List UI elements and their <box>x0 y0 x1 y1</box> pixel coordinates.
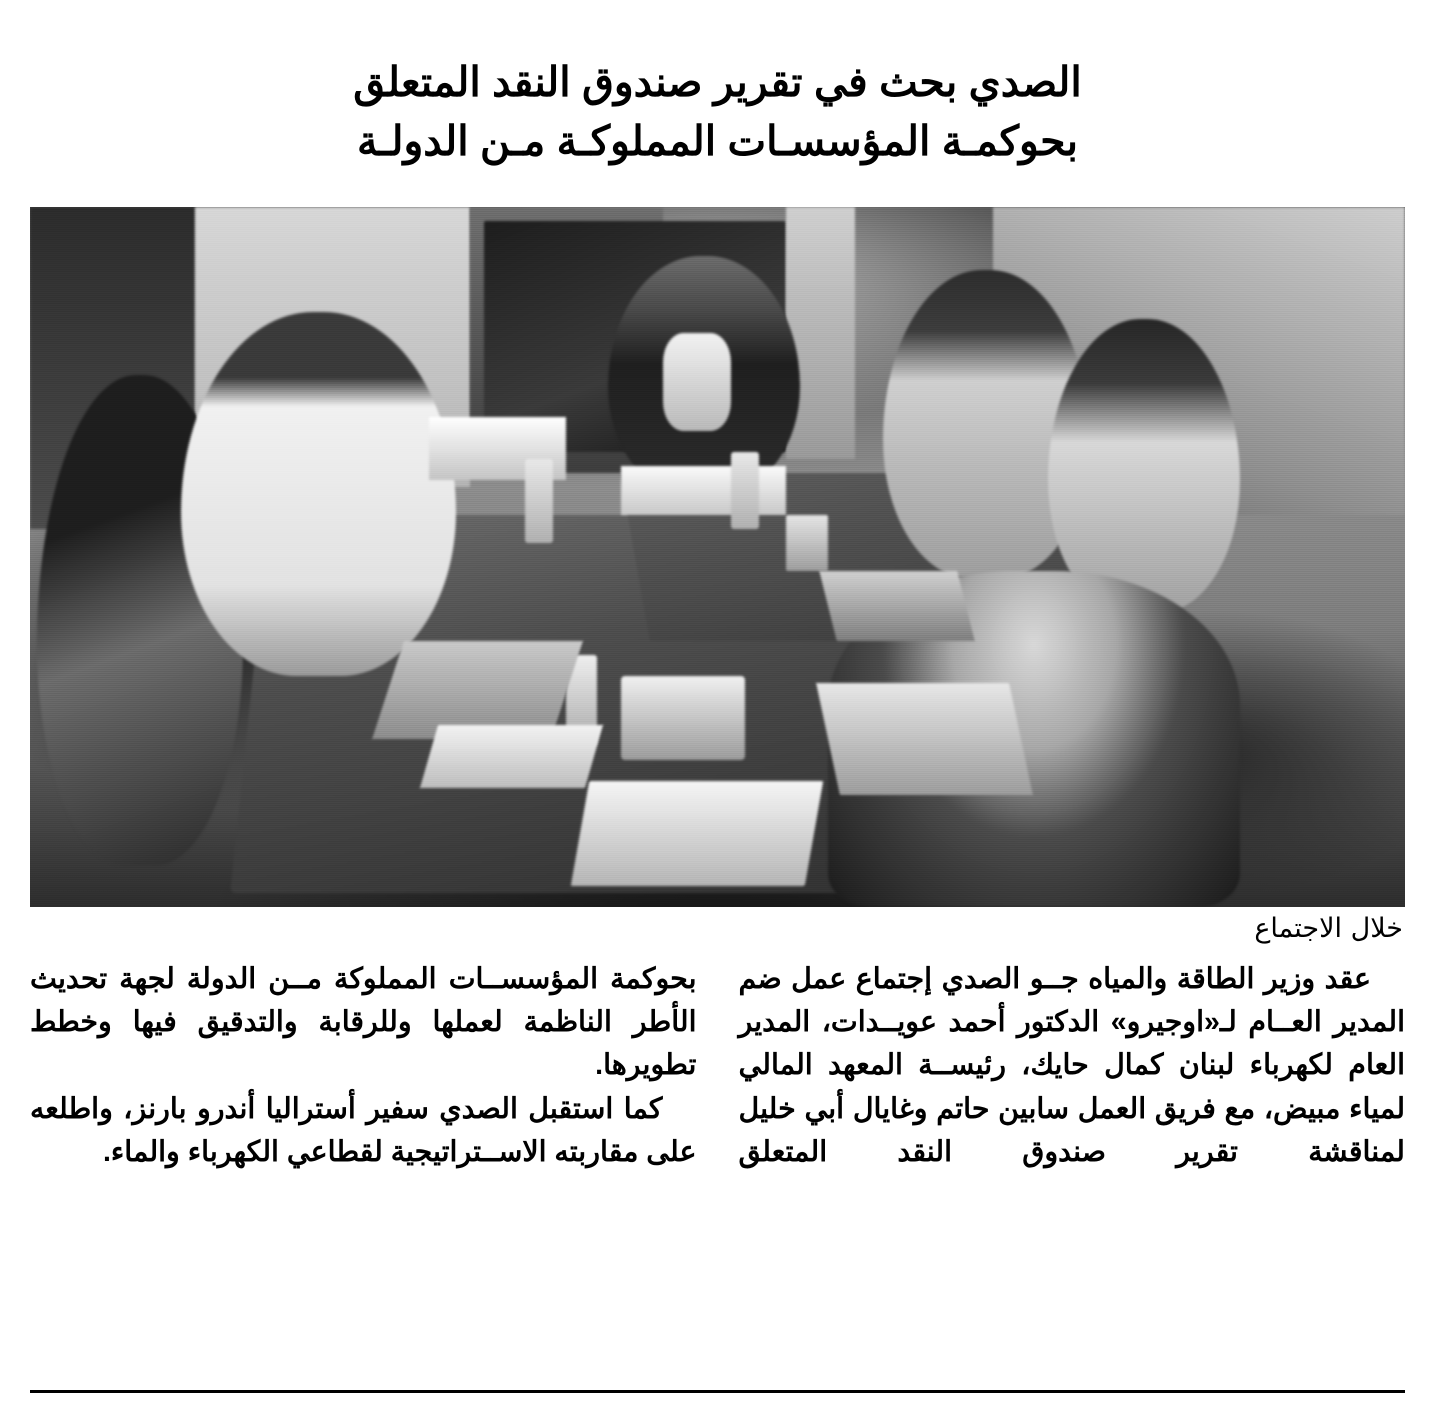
photo-laptop-three <box>816 683 1032 795</box>
article-photo <box>30 207 1405 907</box>
footer-divider <box>30 1390 1405 1393</box>
headline-line-1: الصدي بحث في تقرير صندوق النقد المتعلق <box>353 59 1082 106</box>
photo-person-center-shirt <box>663 333 732 431</box>
photo-drinking-glass <box>786 515 827 571</box>
photo-water-bottle-one <box>525 459 553 543</box>
page-title <box>30 27 1405 179</box>
photo-notepad <box>420 725 603 788</box>
paragraph: عقد وزير الطاقة والمياه جــو الصدي إجتماع عمل ضم المدير العــام لـ«اوجيرو» الدكتور أحمد عويــدات، المدير العام لكهرباء لبنان كمال حايك، رئيســة المعهد المالي لمياء مبيض، مع فريق العمل سابين حاتم وغايال أبي خليل لمناقشة تقرير صندوق النقد المتعلق <box>738 962 1405 1169</box>
article-body <box>30 958 1405 1175</box>
photo-person-right-two <box>1048 319 1241 613</box>
article-column-right <box>739 958 1406 1175</box>
photo-pillar <box>786 207 855 459</box>
newspaper-article-page <box>0 27 1435 1415</box>
photo-person-white-shirt <box>181 312 456 676</box>
photo-desk-phone <box>621 676 745 760</box>
headline-line-2: بحوكمـة المؤسسـات المملوكـة مـن الدولـة <box>356 117 1079 164</box>
paragraph: بحوكمة المؤسســات المملوكة مــن الدولة لجهة تحديث الأطر الناظمة لعملها وللرقابة والتدقيق فيها وخطط تطويرها. <box>30 962 697 1082</box>
photo-laptop-two <box>819 571 974 641</box>
paragraph: كما استقبل الصدي سفير أستراليا أندرو بارنز، واطلعه على مقاربته الاســتراتيجية لقطاعي الكهرباء والماء. <box>30 1092 697 1169</box>
photo-water-bottle-two <box>731 452 759 529</box>
photo-papers-spread <box>621 466 786 515</box>
photo-image <box>30 207 1405 907</box>
photo-open-notebook <box>571 781 823 886</box>
article-column-left <box>30 958 697 1175</box>
photo-caption: خلال الاجتماع <box>1254 913 1403 945</box>
